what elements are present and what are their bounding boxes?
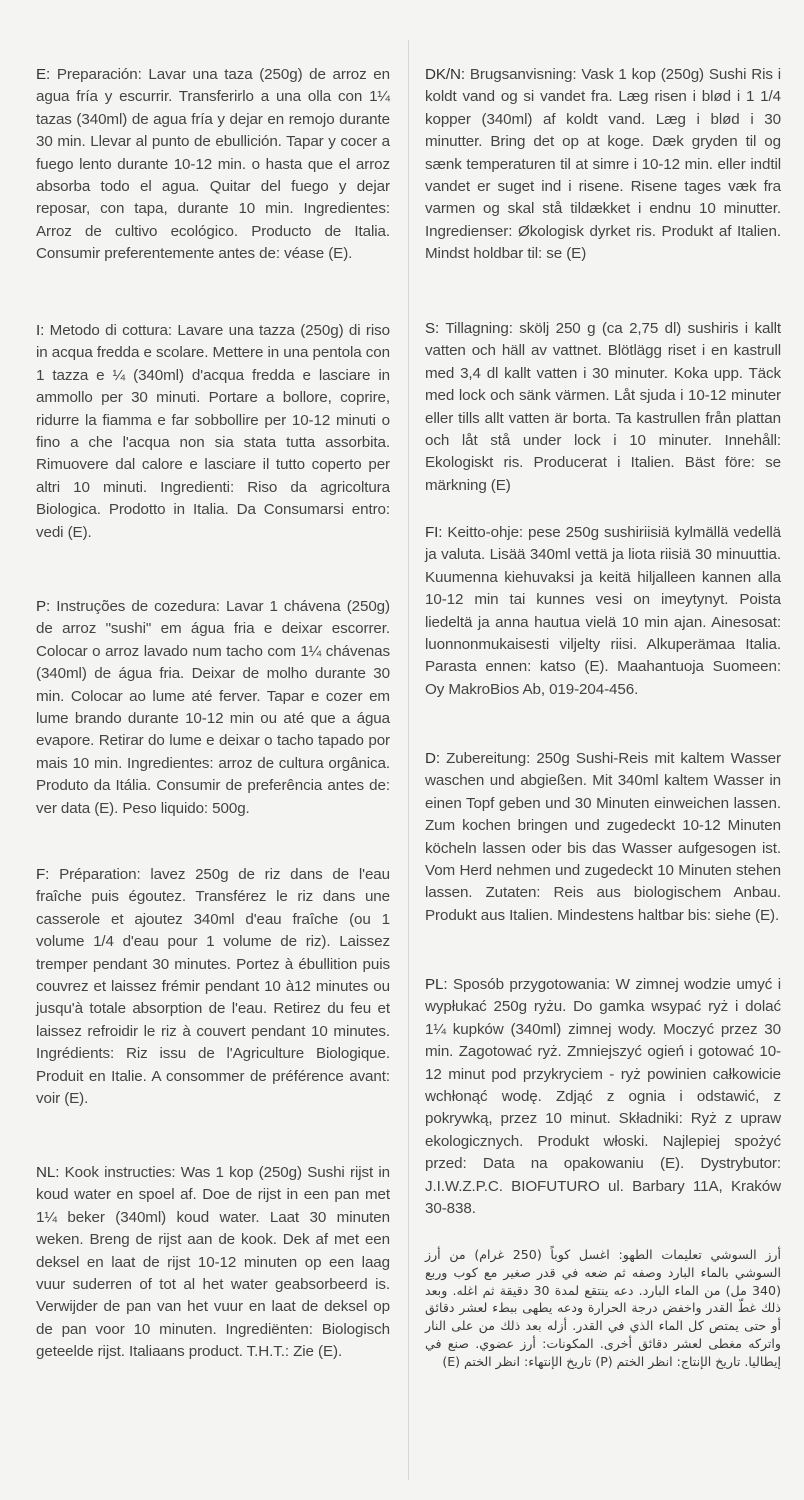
block-german xyxy=(425,748,781,927)
block-text: Zubereitung: 250g Sushi-Reis mit kaltem Wasser waschen und abgießen. Mit 340ml kaltem Wasser in einen Topf geben und 30 Minuten einweichen lassen. Zum kochen bringen und zugedeckt 10-12 Minuten köcheln lassen oder bis das Wasser aufgesogen ist. Vom Herd nehmen und zugedeckt 10 Minuten stehen lassen. Zutaten: Reis aus biologischem Anbau. Produkt aus Italien. Mindestens haltbar bis: siehe (E). xyxy=(425,750,781,924)
block-spanish xyxy=(36,64,390,266)
block-finnish xyxy=(425,522,781,701)
language-code: P: xyxy=(36,598,51,615)
block-text: Metodo di cottura: Lavare una tazza (250g) di riso in acqua fredda e scolare. Mettere in una pentola con 1 tazza e ¼ (340ml) d'acqua fredda e lasciare in ammollo per 30 minuti. Portare a bollore, coprire, ridurre la fiamma e far sobbollire per 10-12 minuti o fino a che l'acqua non sia stata tutta assorbita. Rimuovere dal calore e lasciare il tutto coperto per altri 10 minuti. Ingredienti: Riso da agricoltura Biologica. Prodotto in Italia. Da Consumarsi entro: vedi (E). xyxy=(36,322,391,541)
block-arabic xyxy=(425,1246,781,1371)
language-code: D: xyxy=(425,750,440,767)
block-text: Brugsanvisning: Vask 1 kop (250g) Sushi Ris i koldt vand og si vandet fra. Læg risen i blød i 1 1/4 kopper (340ml) af koldt vand. Læg i blød i 30 minutter. Bring det op at koge. Dæk gryden til og sænk temperaturen til at simre i 10-12 min. eller indtil vandet er suget ind i risene. Risene tages væk fra varmen og skal stå tildækket i endnu 10 minutter. Ingredienser: Økologisk dyrket ris. Produkt af Italien. Mindst holdbar til: se (E) xyxy=(425,66,781,263)
language-code: I: xyxy=(36,322,45,339)
block-text: Tillagning: skölj 250 g (ca 2,75 dl) sushiris i kallt vatten och häll av vattnet. Blötlägg riset i en kastrull med 3,4 dl kallt vatten i 30 minuter. Koka upp. Täck med lock och sänk värmen. Låt sjuda i 10-12 minuter eller tills allt vatten är borta. Ta kastrullen från plattan och låt stå under lock i 10 minuter. Innehåll: Ekologiskt ris. Producerat i Italien. Bäst före: se märkning (E) xyxy=(425,320,781,494)
block-dutch xyxy=(36,1162,390,1364)
block-text: Instruções de cozedura: Lavar 1 chávena (250g) de arroz "sushi" em água fria e deixar escorrer. Colocar o arroz lavado num tacho com 1¼ chávenas (340ml) de água fria. Deixar de molho durante 30 min. Colocar ao lume até ferver. Tapar e cozer em lume brando durante 10-12 min ou até que a água evapore. Retirar do lume e deixar o tacho tapado por mais 10 min. Ingredientes: arroz de cultura orgânica. Produto da Itália. Consumir de preferência antes de: ver data (E). Peso liquido: 500g. xyxy=(36,598,390,817)
block-polish xyxy=(425,974,781,1220)
block-swedish xyxy=(425,318,781,497)
block-text: Keitto-ohje: pese 250g sushiriisiä kylmällä vedellä ja valuta. Lisää 340ml vettä ja liota riisiä 30 minuuttia. Kuumenna kiehuvaksi ja keitä hiljalleen kannen alla 10-12 min tai kunnes vesi on imeytynyt. Poista liedeltä ja anna hautua vielä 10 min ajan. Ainesosat: luonnonmukaisesti viljelty riisi. Alkuperämaa Italia. Parasta ennen: katso (E). Maahantuoja Suomeen: Oy MakroBios Ab, 019-204-456. xyxy=(425,524,781,698)
block-text: Sposób przygotowania: W zimnej wodzie umyć i wypłukać 250g ryżu. Do gamka wsypać ryż i dolać 1¼ kupków (340ml) zimnej wody. Moczyć przez 30 min. Zagotować ryż. Zmniejszyć ogień i gotować 10-12 minut pod przykryciem - ryż powinien całkowicie wchłonąć wodę. Zdjąć z ognia i odstawić, z pokrywką, przez 10 minut. Składniki: Ryż z upraw ekologicznych. Produkt włoski. Najlepiej spożyć przed: Data na opakowaniu (E). Dystrybutor: J.I.W.Z.P.C. BIOFUTURO ul. Barbary 11A, Kraków 30-838. xyxy=(425,976,781,1218)
block-portuguese xyxy=(36,596,390,820)
block-italian xyxy=(36,320,390,544)
language-code: PL: xyxy=(425,976,448,993)
language-code: DK/N: xyxy=(425,66,466,83)
language-code: FI: xyxy=(425,524,443,541)
language-code: NL: xyxy=(36,1164,60,1181)
language-code: F: xyxy=(36,866,50,883)
block-text: Préparation: lavez 250g de riz dans de l'eau fraîche puis égoutez. Transférez le riz dans une casserole et ajoutez 340ml d'eau fraîche (ou 1 volume 1/4 d'eau pour 1 volume de riz). Laissez tremper pendant 30 minutes. Portez à ébullition puis couvrez et laissez frémir pendant 10 à12 minutes ou jusqu'à totale absorption de l'eau. Retirez du feu et laissez refroidir le riz à couvert pendant 10 minutes. Ingrédients: Riz issu de l'Agriculture Biologique. Produit en Italie. A consommer de préférence avant: voir (E). xyxy=(36,866,390,1108)
block-text: Preparación: Lavar una taza (250g) de arroz en agua fría y escurrir. Transferirlo a una olla con 1¼ tazas (340ml) de agua fría y dejar en remojo durante 30 min. Llevar al punto de ebullición. Tapar y cocer a fuego lento durante 10-12 min. o hasta que el arroz absorba todo el agua. Quitar del fuego y dejar reposar, con tapa, durante 10 min. Ingredientes: Arroz de cultivo ecológico. Producto de Italia. Consumir preferentemente antes de: véase (E). xyxy=(36,66,390,263)
column-divider xyxy=(408,40,409,1480)
block-danish-norwegian xyxy=(425,64,781,266)
block-text: أرز السوشي تعليمات الطهو: اغسل كوباً (250 غرام) من أرز السوشي بالماء البارد وصفه ثم ضعه في قدر صغير مع كوب وربع (340 مل) من الماء البارد. دعه ينتقع لمدة 30 دقيقة ثم اغله. وبعد ذلك غطّ القدر واخفض درجة الحرارة ودعه يطهى ببطء لعشر دقائق أو حتى يمتص كل الماء الذي في القدر. أزله بعد ذلك من على النار واتركه مغطى لعشر دقائق أخرى. المكونات: أرز عضوي. صنع في إيطاليا. تاريخ الإنتاج: انظر الختم (P) تاريخ الإنتهاء: انظر الختم (E) xyxy=(425,1247,781,1369)
block-french xyxy=(36,864,390,1110)
block-text: Kook instructies: Was 1 kop (250g) Sushi rijst in koud water en spoel af. Doe de rijst in een pan met 1¼ beker (340ml) koud water. Laat 30 minuten weken. Breng de rijst aan de kook. Dek af met een deksel en laat de rijst 10-12 minuten op een laag vuur suderren of tot al het water geabsorbeerd is. Verwijder de pan van het vuur en laat de deksel op de pan voor 10 minuten. Ingrediënten: Biologisch geteelde rijst. Italiaans product. T.H.T.: Zie (E). xyxy=(36,1164,390,1361)
language-code: E: xyxy=(36,66,51,83)
language-code: S: xyxy=(425,320,440,337)
